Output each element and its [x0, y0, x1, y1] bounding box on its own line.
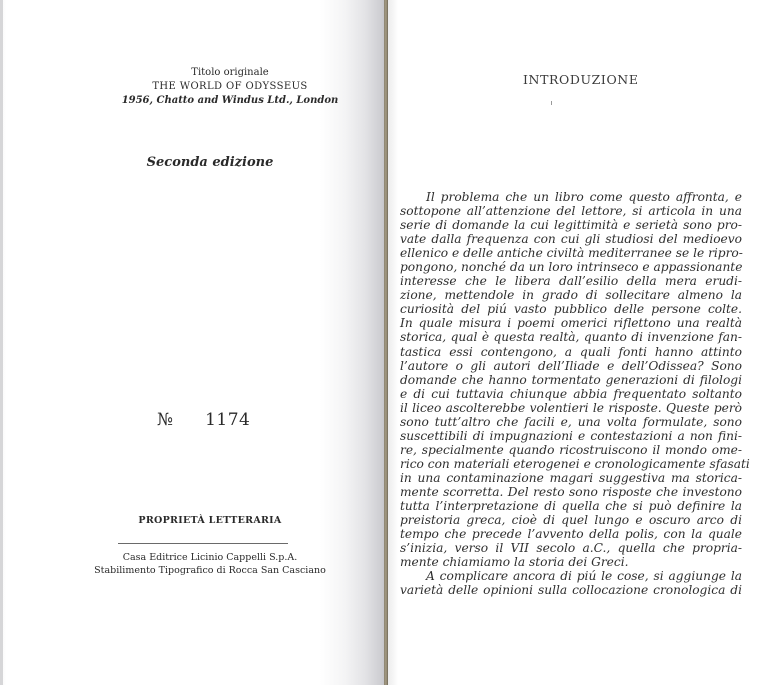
copy-number — [157, 410, 250, 430]
original-publication: 1956, Chatto and Windus Ltd., London — [121, 95, 339, 106]
separator-rule — [118, 543, 288, 544]
copy-number-value: 1174 — [205, 410, 251, 430]
text-line: il liceo ascolterebbe volentieri le risposte. Queste però — [400, 400, 742, 415]
text-line: re, specialmente quando ricostruiscono il mondo ome- — [400, 442, 742, 457]
text-line: curiosità del piú vasto pubblico delle persone colte. — [400, 302, 742, 317]
text-line: rico con materiali eterogenei e cronologicamente sfasati — [400, 456, 750, 471]
edition-label: Seconda edizione — [146, 155, 274, 170]
text-line: tastica essi contengono, a quali fonti hanno attinto — [400, 344, 742, 359]
text-line: zione, mettendole in grado di sollecitare almeno la — [400, 288, 742, 303]
text-line: varietà delle opinioni sulla collocazione cronologica di — [400, 583, 742, 598]
publisher-info — [90, 551, 330, 577]
original-title-label: Titolo originale — [191, 67, 269, 78]
text-line: A complicare ancora di piú le cose, si aggiunge la — [426, 569, 742, 584]
text-line: preistoria greca, cioè di quel lungo e oscuro arco di — [400, 513, 742, 528]
text-line: vate dalla frequenza con cui gli studiosi del medioevo — [400, 232, 742, 247]
text-line: l’autore o gli autori dell’Iliade e dell’Odissea? Sono — [400, 358, 742, 373]
text-line: sono tutt’altro che facili e, una volta formulate, sono — [400, 414, 742, 429]
text-line: in una contaminazione magari suggestiva ma storica- — [400, 470, 742, 485]
print-mark — [551, 101, 552, 105]
body-paragraphs — [400, 190, 750, 598]
text-line: tutta l’interpretazione di quella che si può definire la — [400, 499, 742, 514]
rights-notice: PROPRIETÀ LETTERARIA — [138, 515, 282, 526]
text-line: Il problema che un libro come questo affronta, e — [426, 190, 742, 204]
text-line: mente chiamiamo la storia dei Greci. — [400, 555, 629, 570]
numero-sign: № — [157, 410, 174, 430]
text-line: In quale misura i poemi omerici riflettono una realtà — [400, 316, 742, 331]
text-line: sottopone all’attenzione del lettore, si articola in una — [400, 204, 742, 219]
page-edge — [0, 0, 3, 685]
text-line: storica, qual è questa realtà, quanto di invenzione fan- — [400, 330, 742, 345]
text-line: tempo che precede l’avvento della polis, con la quale — [400, 527, 742, 542]
text-line: pongono, nonché da un loro intrinseco e appassionante — [400, 260, 743, 275]
chapter-title: INTRODUZIONE — [523, 72, 639, 87]
text-line: e di cui tuttavia chiunque abbia frequentato soltanto — [400, 386, 742, 401]
text-line: ellenico e delle antiche civiltà mediterranee se le ripro- — [400, 246, 743, 261]
right-page — [388, 0, 768, 685]
publisher-line-2: Stabilimento Tipografico di Rocca San Casciano — [94, 565, 326, 576]
text-line: mente scorretta. Del resto sono risposte che investono — [400, 484, 742, 499]
publisher-line-1: Casa Editrice Licinio Cappelli S.p.A. — [122, 552, 298, 563]
text-line: s’inizia, verso il VII secolo a.C., quella che propria- — [400, 541, 742, 556]
original-title: THE WORLD OF ODYSSEUS — [152, 81, 308, 92]
text-line: interesse che le libera dall’esilio della mera erudi- — [400, 274, 742, 289]
text-line: serie di domande la cui legittimità e serietà sono pro- — [400, 218, 742, 233]
text-line: domande che hanno tormentato generazioni di filologi — [400, 372, 742, 387]
text-line: suscettibili di impugnazioni e contestazioni a non fini- — [400, 428, 742, 443]
